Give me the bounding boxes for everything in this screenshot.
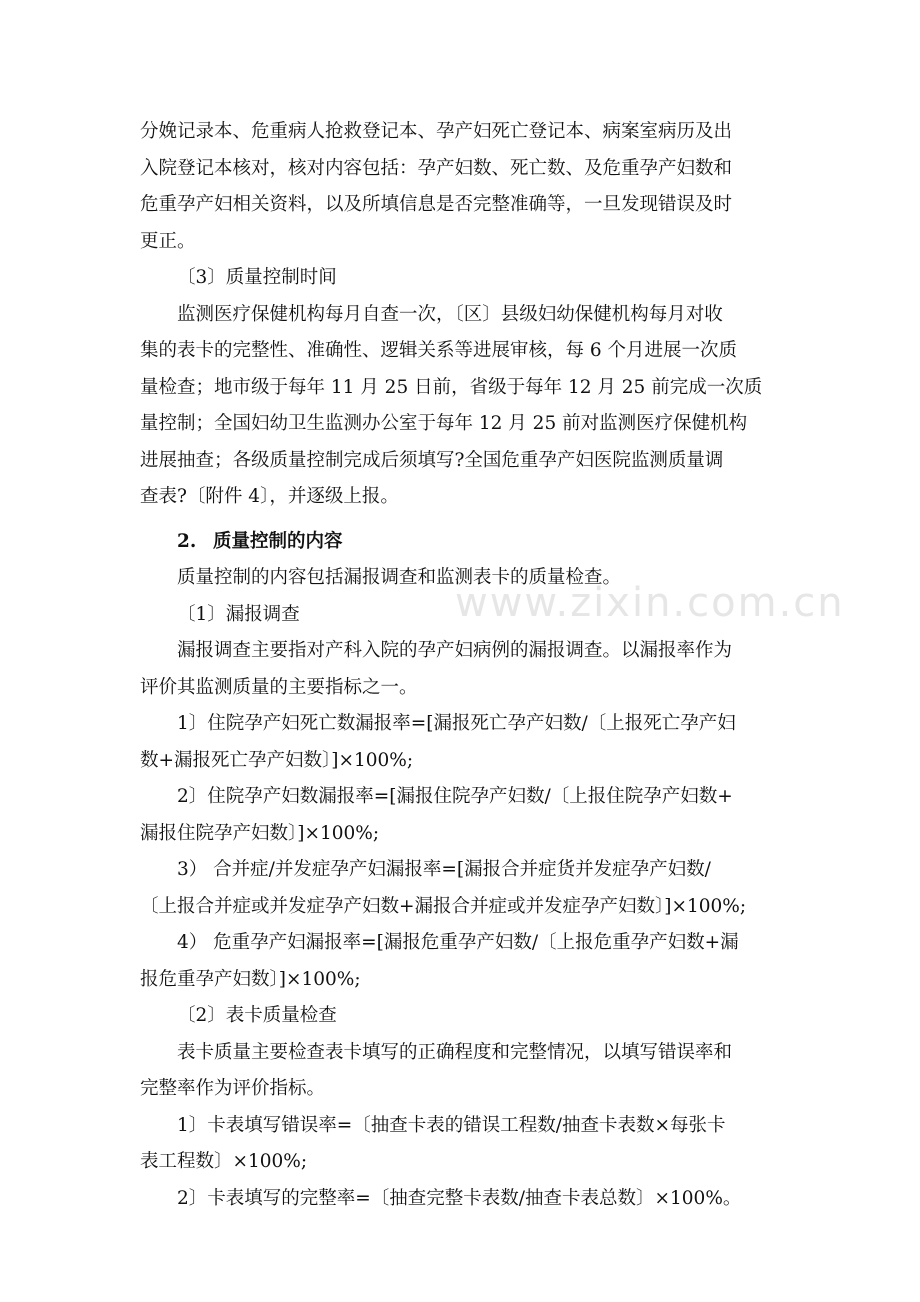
- paragraph-line: 漏报调查主要指对产科入院的孕产妇病例的漏报调查。以漏报率作为: [177, 640, 733, 661]
- paragraph-line: 集的表卡的完整性、准确性、逻辑关系等进展审核，每 6 个月进展一次质: [140, 340, 738, 361]
- paragraph-line: 量检查；地市级于每年 11 月 25 日前，省级于每年 12 月 25 前完成一次质: [140, 376, 763, 398]
- formula-line: 漏报住院孕产妇数〕]×100%;: [140, 822, 380, 844]
- section-title: 质量控制的内容: [213, 530, 343, 552]
- subheading-quality-control-time: 〔3〕质量控制时间: [177, 267, 337, 288]
- paragraph-line: 表卡质量主要检查表卡填写的正确程度和完整情况，以填写错误率和: [177, 1041, 733, 1063]
- formula-line: 4） 危重孕产妇漏报率=[漏报危重孕产妇数/〔上报危重孕产妇数+漏: [177, 932, 739, 953]
- document-page: [140, 114, 790, 1217]
- formula-line: 2〕卡表填写的完整率=〔抽查完整卡表数/抽查卡表总数〕×100%。: [177, 1187, 742, 1209]
- subheading-omission-survey: 〔1〕漏报调查: [177, 603, 300, 625]
- paragraph-line: 量控制；全国妇幼卫生监测办公室于每年 12 月 25 前对监测医疗保健机构: [140, 413, 748, 434]
- subheading-card-quality-check: 〔2〕表卡质量检查: [177, 1005, 337, 1026]
- formula-line: 1〕卡表填写错误率=〔抽查卡表的错误工程数/抽查卡表数×每张卡: [177, 1114, 726, 1136]
- section-number: 2.: [177, 530, 197, 552]
- section-heading: [140, 524, 790, 561]
- paragraph-line: 入院登记本核对，核对内容包括：孕产妇数、死亡数、及危重孕产妇数和: [140, 157, 733, 179]
- formula-line: 1〕住院孕产妇死亡数漏报率=[漏报死亡孕产妇数/〔上报死亡孕产妇: [177, 713, 736, 734]
- paragraph-line: 质量控制的内容包括漏报调查和监测表卡的质量检查。: [177, 567, 622, 588]
- paragraph-line: 监测医疗保健机构每月自查一次，〔区〕县级妇幼保健机构每月对收: [177, 303, 723, 325]
- formula-line: 2〕住院孕产妇数漏报率=[漏报住院孕产妇数/〔上报住院孕产妇数+: [177, 786, 733, 807]
- formula-line: 报危重孕产妇数〕]×100%;: [140, 968, 361, 990]
- formula-line: 数+漏报死亡孕产妇数〕]×100%;: [140, 749, 414, 771]
- formula-line: 〔上报合并症或并发症孕产妇数+漏报合并症或并发症孕产妇数〕]×100%;: [140, 895, 747, 917]
- paragraph-line: 完整率作为评价指标。: [140, 1078, 326, 1099]
- watermark: www.zixin.com.cn: [455, 580, 845, 626]
- formula-line: 表工程数〕×100%;: [140, 1151, 308, 1172]
- paragraph-line: 查表?〔附件 4〕，并逐级上报。: [140, 486, 399, 507]
- paragraph-line: 危重孕产妇相关资料，以及所填信息是否完整准确等，一旦发现错误及时: [140, 194, 733, 215]
- paragraph-line: 更正。: [140, 230, 196, 252]
- paragraph-line: 评价其监测质量的主要指标之一。: [140, 676, 418, 698]
- formula-line: 3） 合并症/并发症孕产妇漏报率=[漏报合并症货并发症孕产妇数/: [177, 859, 711, 880]
- paragraph-line: 进展抽查；各级质量控制完成后须填写?全国危重孕产妇医院监测质量调: [140, 449, 724, 471]
- paragraph-line: 分娩记录本、危重病人抢救登记本、孕产妇死亡登记本、病案室病历及出: [140, 121, 733, 142]
